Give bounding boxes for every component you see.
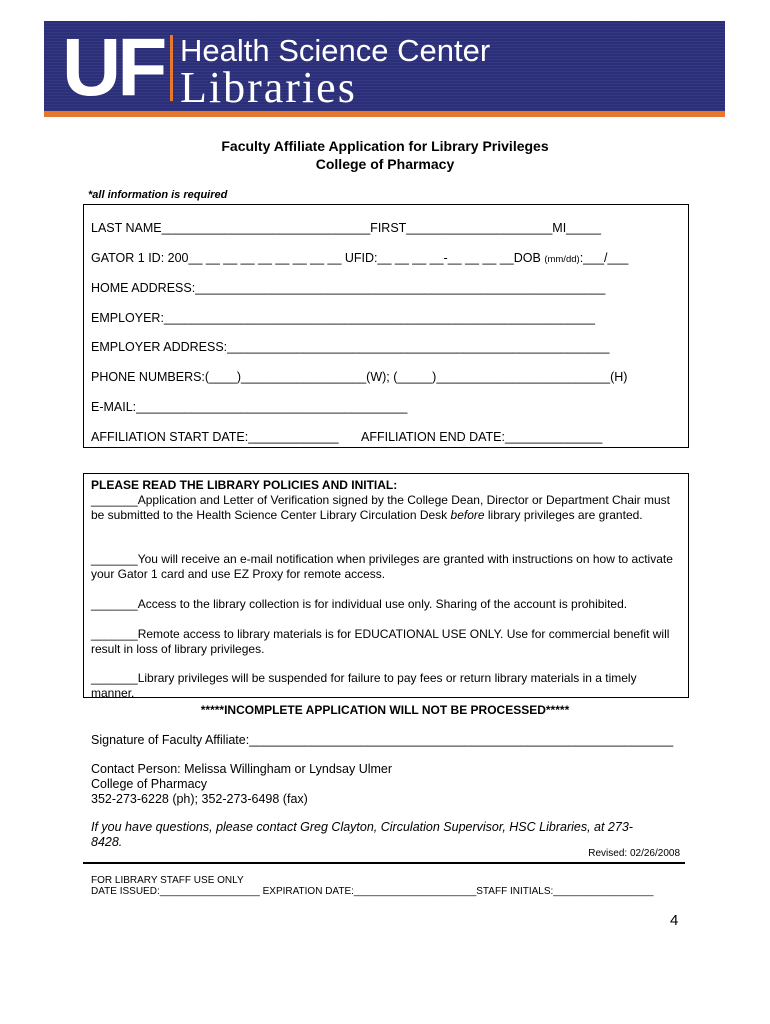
employer-address-field[interactable]: EMPLOYER ADDRESS:_______________________________________________________ <box>91 340 610 354</box>
contact-person: Contact Person: Melissa Willingham or Lyndsay Ulmer <box>91 762 393 776</box>
affiliation-end-field[interactable]: AFFILIATION END DATE:______________ <box>361 430 603 444</box>
gator-ufid-dob-field[interactable] <box>91 251 628 267</box>
policy-1-text: _______Application and Letter of Verification signed by the College Dean, Director or Department Chair must be submitted to the Health Science Center Library Circulation Desk <box>91 493 670 522</box>
policy-item-2: _______You will receive an e-mail notification when privileges are granted with instructions on how to activate your Gator 1 card and use EZ Proxy for remote access. <box>91 552 673 581</box>
name-field[interactable]: LAST NAME______________________________FIRST_____________________MI_____ <box>91 221 601 235</box>
email-field[interactable]: E-MAIL:_______________________________________ <box>91 400 408 414</box>
banner-subtitle: Libraries <box>180 63 357 112</box>
contact-phone: 352-273-6228 (ph); 352-273-6498 (fax) <box>91 792 308 806</box>
signature-field[interactable]: Signature of Faculty Affiliate:_____________________________________________________________ <box>91 733 674 747</box>
policy-item-1 <box>91 493 681 522</box>
page-title: Faculty Affiliate Application for Library Privileges <box>221 138 549 154</box>
gator-ufid-label: GATOR 1 ID: 200__ __ __ __ __ __ __ __ __ UFID:__ __ __ __-__ __ __ __DOB <box>91 251 545 265</box>
divider-rule <box>83 862 685 864</box>
policy-1-text-end: library privileges are granted. <box>484 507 643 522</box>
dob-blank: :___/___ <box>579 251 629 265</box>
incomplete-notice: *****INCOMPLETE APPLICATION WILL NOT BE PROCESSED***** <box>200 703 570 717</box>
policy-item-3: _______Access to the library collection is for individual use only. Sharing of the account is prohibited. <box>91 597 628 611</box>
policies-heading: PLEASE READ THE LIBRARY POLICIES AND INITIAL: <box>91 478 398 492</box>
employer-field[interactable]: EMPLOYER:______________________________________________________________ <box>91 311 595 325</box>
dob-format: (mm/dd) <box>544 254 580 265</box>
phone-field[interactable]: PHONE NUMBERS:(____)__________________(W); (_____)_________________________(H) <box>91 370 628 384</box>
home-address-field[interactable]: HOME ADDRESS:___________________________________________________________ <box>91 281 606 295</box>
page-subtitle: College of Pharmacy <box>315 156 455 172</box>
banner-title: Health Science Center <box>180 33 491 68</box>
revised-date: Revised: 02/26/2008 <box>588 848 680 859</box>
uf-logo: UF <box>62 22 164 113</box>
policy-1-emphasis: before <box>450 507 485 522</box>
questions-note: If you have questions, please contact Greg Clayton, Circulation Supervisor, HSC Libraries, at 273-8428. <box>91 820 633 849</box>
staff-use-fields[interactable]: DATE ISSUED:__________________ EXPIRATION DATE:______________________STAFF INITIALS:__________________ <box>91 886 654 897</box>
policy-item-4: _______Remote access to library materials is for EDUCATIONAL USE ONLY. Use for commercial benefit will result in loss of library privileges. <box>91 627 670 656</box>
required-note: *all information is required <box>88 189 228 201</box>
contact-college: College of Pharmacy <box>91 777 208 791</box>
banner-divider <box>170 35 173 101</box>
page-number: 4 <box>670 912 679 929</box>
policy-item-5: _______Library privileges will be suspended for failure to pay fees or return library materials in a timely manner. <box>91 671 637 700</box>
library-banner <box>44 21 725 117</box>
staff-use-label: FOR LIBRARY STAFF USE ONLY <box>91 875 244 886</box>
affiliation-start-field[interactable]: AFFILIATION START DATE:_____________ <box>91 430 339 444</box>
